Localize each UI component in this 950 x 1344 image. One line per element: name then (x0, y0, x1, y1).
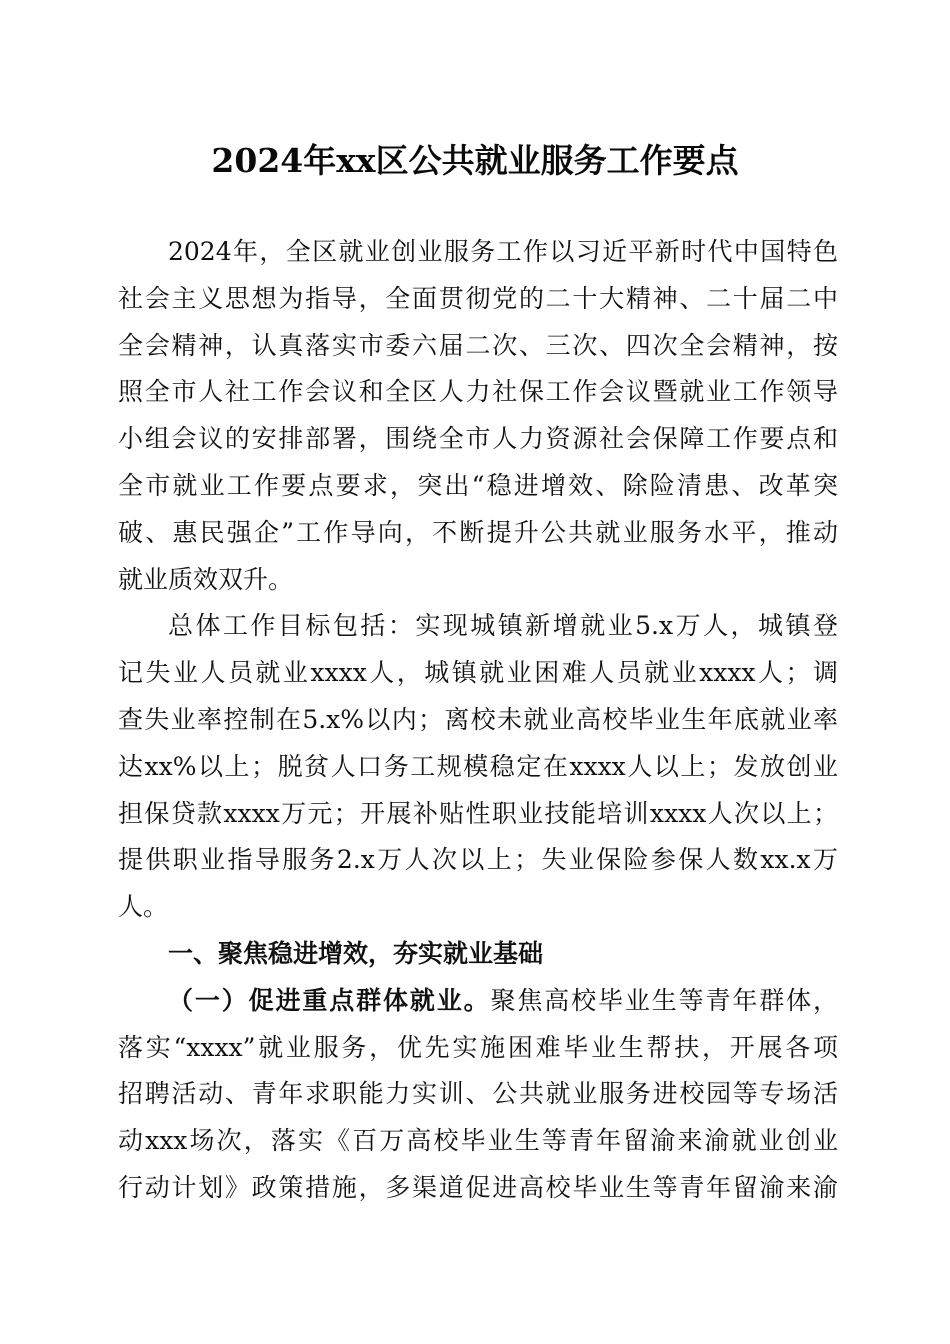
paragraph1-line: 全会精神，认真落实市委六届二次、三次、四次全会精神，按 (118, 331, 838, 360)
paragraph1-line: 照全市人社工作会议和全区人力社保工作会议暨就业工作领导 (118, 377, 838, 406)
paragraph3-line: 行动计划》政策措施，多渠道促进高校毕业生等青年留渝来渝 (118, 1173, 838, 1202)
paragraph1-line: 小组会议的安排部署，围绕全市人力资源社会保障工作要点和 (118, 424, 838, 453)
paragraph2-line: 达xx%以上；脱贫人口务工规模稳定在xxxx人以上；发放创业 (118, 752, 838, 781)
subsection-lead: （一）促进重点群体就业。 (168, 986, 491, 1015)
paragraph2-line: 记失业人员就业xxxx人，城镇就业困难人员就业xxxx人；调 (118, 658, 838, 687)
paragraph2-line: 人。 (118, 892, 169, 921)
paragraph3-line: 落实“xxxx”就业服务，优先实施困难毕业生帮扶，开展各项 (118, 1033, 838, 1062)
paragraph2-line: 查失业率控制在5.x%以内；离校未就业高校毕业生年底就业率 (118, 705, 838, 734)
section-heading: 一、聚焦稳进增效，夯实就业基础 (168, 939, 544, 968)
paragraph2-line: 担保贷款xxxx万元；开展补贴性职业技能培训xxxx人次以上； (118, 799, 838, 828)
paragraph3-line: 招聘活动、青年求职能力实训、公共就业服务进校园等专场活 (118, 1079, 838, 1108)
document-title: 2024年xx区公共就业服务工作要点 (211, 141, 739, 180)
paragraph1-line: 全市就业工作要点要求，突出“稳进增效、除险清患、改革突 (118, 471, 838, 500)
paragraph3-first-line (168, 981, 838, 1021)
paragraph3-line: 动xxx场次，落实《百万高校毕业生等青年留渝来渝就业创业 (118, 1126, 838, 1155)
paragraph2-line: 总体工作目标包括：实现城镇新增就业5.x万人，城镇登 (168, 611, 838, 640)
paragraph2-line: 提供职业指导服务2.x万人次以上；失业保险参保人数xx.x万 (118, 845, 838, 874)
paragraph1-line: 2024年，全区就业创业服务工作以习近平新时代中国特色 (168, 237, 838, 266)
paragraph1-line: 破、惠民强企”工作导向，不断提升公共就业服务水平，推动 (118, 518, 838, 547)
paragraph1-line: 就业质效双升。 (118, 565, 294, 594)
paragraph3-line: 聚焦高校毕业生等青年群体， (490, 986, 838, 1015)
paragraph1-line: 社会主义思想为指导，全面贯彻党的二十大精神、二十届二中 (118, 284, 838, 313)
